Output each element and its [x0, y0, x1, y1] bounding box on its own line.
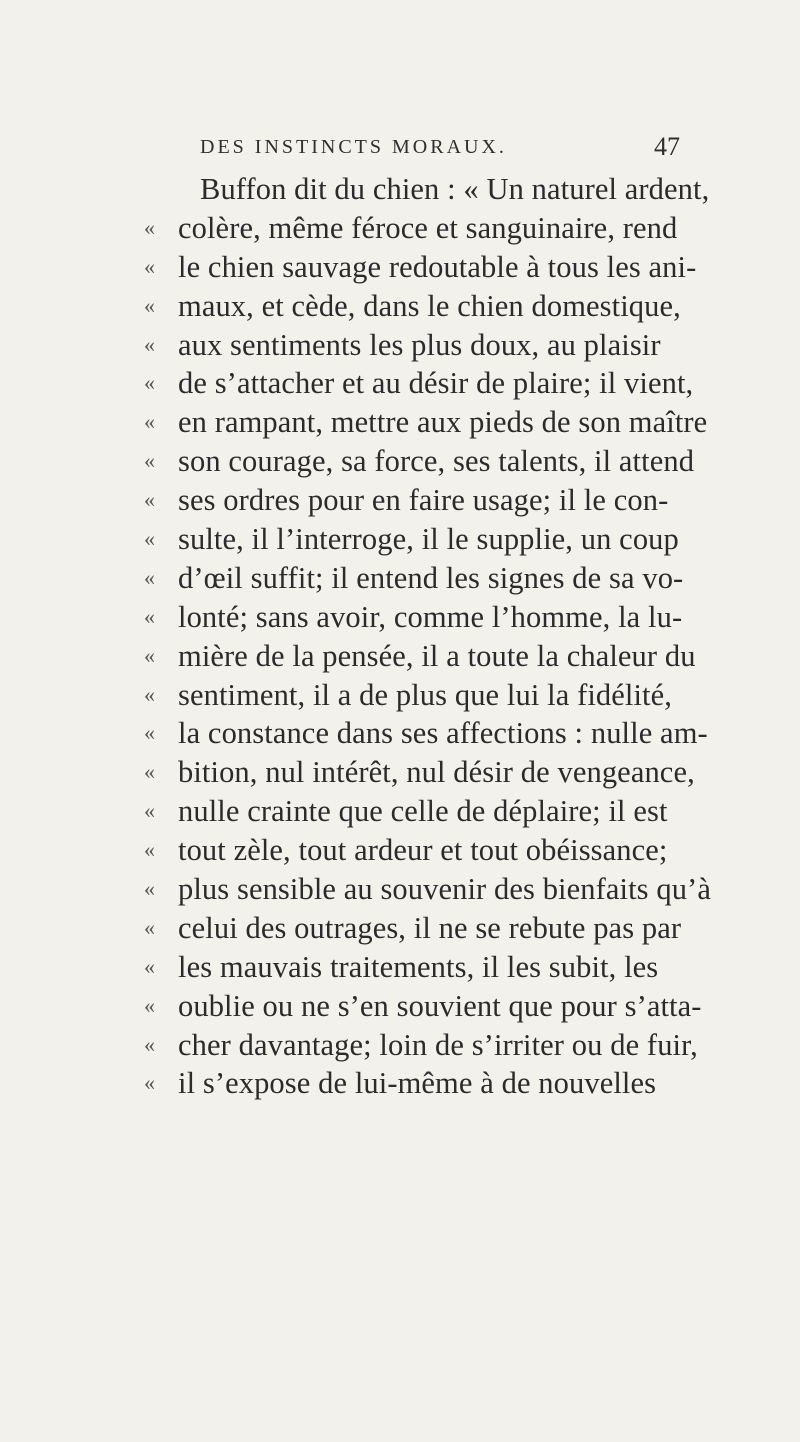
text-line — [0, 209, 800, 248]
line-text: mière de la pensée, il a toute la chaleur du — [178, 638, 696, 673]
line-text: il s’expose de lui-même à de nouvelles — [178, 1066, 657, 1101]
line-text: plus sensible au souvenir des bienfaits qu’à — [178, 872, 711, 907]
quotation-mark: « — [144, 409, 155, 435]
text-line — [0, 831, 800, 870]
quotation-mark: « — [144, 642, 155, 668]
quotation-mark: « — [144, 720, 155, 746]
text-line — [0, 870, 800, 909]
quotation-mark: « — [144, 526, 155, 552]
line-text: sulte, il l’interroge, il le supplie, un coup — [178, 522, 679, 557]
quotation-mark: « — [144, 448, 155, 474]
quotation-mark: « — [144, 214, 155, 240]
text-line — [0, 520, 800, 559]
quotation-mark: « — [144, 837, 155, 863]
quotation-mark: « — [144, 992, 155, 1018]
text-line — [0, 559, 800, 598]
line-text: Buffon dit du chien : « Un naturel ardent, — [200, 172, 710, 206]
text-line — [0, 598, 800, 637]
text-line — [0, 481, 800, 520]
text-line — [0, 987, 800, 1026]
line-text: en rampant, mettre aux pieds de son maître — [178, 405, 708, 440]
line-text: cher davantage; loin de s’irriter ou de fuir, — [178, 1027, 698, 1062]
page-header — [200, 132, 680, 166]
line-text: le chien sauvage redoutable à tous les ani- — [178, 249, 697, 284]
text-line — [0, 637, 800, 676]
text-line — [0, 403, 800, 442]
text-line — [0, 909, 800, 948]
quotation-mark: « — [144, 253, 155, 279]
line-text: d’œil suffit; il entend les signes de sa vo- — [178, 560, 684, 595]
quotation-mark: « — [144, 914, 155, 940]
line-text: colère, même féroce et sanguinaire, rend — [178, 210, 678, 245]
quotation-mark: « — [144, 953, 155, 979]
quotation-mark: « — [144, 603, 155, 629]
quotation-mark: « — [144, 876, 155, 902]
line-text: les mauvais traitements, il les subit, les — [178, 949, 659, 984]
text-line — [0, 248, 800, 287]
text-line — [0, 1026, 800, 1065]
line-text: nulle crainte que celle de déplaire; il est — [178, 794, 668, 829]
text-line — [0, 326, 800, 365]
text-line — [0, 714, 800, 753]
quotation-mark: « — [144, 292, 155, 318]
text-line — [0, 948, 800, 987]
line-text: aux sentiments les plus doux, au plaisir — [178, 327, 661, 362]
line-text: maux, et cède, dans le chien domestique, — [178, 288, 681, 323]
text-line — [0, 364, 800, 403]
line-text: ses ordres pour en faire usage; il le con- — [178, 483, 669, 518]
running-title: DES INSTINCTS MORAUX. — [200, 136, 507, 158]
text-line — [0, 676, 800, 715]
text-line — [0, 792, 800, 831]
quotation-mark: « — [144, 1070, 155, 1096]
line-text: son courage, sa force, ses talents, il attend — [178, 444, 695, 479]
text-line — [0, 287, 800, 326]
text-line — [0, 1064, 800, 1103]
quotation-mark: « — [144, 681, 155, 707]
line-text: lonté; sans avoir, comme l’homme, la lu- — [178, 599, 683, 634]
line-text: sentiment, il a de plus que lui la fidélité, — [178, 677, 672, 712]
line-text: celui des outrages, il ne se rebute pas par — [178, 910, 682, 945]
quotation-mark: « — [144, 331, 155, 357]
quotation-mark: « — [144, 1031, 155, 1057]
quotation-mark: « — [144, 798, 155, 824]
quotation-mark: « — [144, 487, 155, 513]
text-line — [0, 753, 800, 792]
line-text: oublie ou ne s’en souvient que pour s’atta- — [178, 988, 702, 1023]
quotation-mark: « — [144, 370, 155, 396]
text-line — [0, 442, 800, 481]
body-text — [0, 170, 800, 1103]
line-text: la constance dans ses affections : nulle am- — [178, 716, 708, 751]
text-line — [0, 170, 800, 209]
quotation-mark: « — [144, 564, 155, 590]
quotation-mark: « — [144, 759, 155, 785]
line-text: de s’attacher et au désir de plaire; il vient, — [178, 366, 694, 401]
line-text: bition, nul intérêt, nul désir de vengeance, — [178, 755, 695, 790]
line-text: tout zèle, tout ardeur et tout obéissance; — [178, 833, 668, 868]
page-number: 47 — [654, 132, 680, 161]
